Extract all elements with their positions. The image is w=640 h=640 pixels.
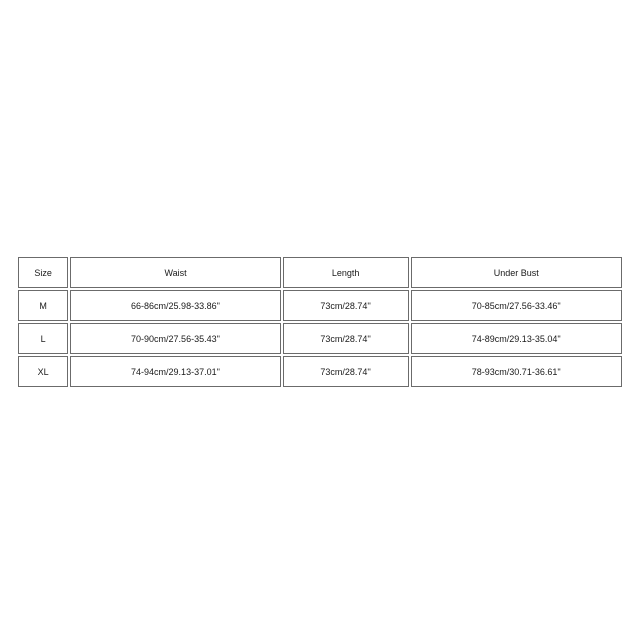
cell-waist: 70-90cm/27.56-35.43''	[70, 323, 280, 354]
header-size: Size	[18, 257, 68, 288]
header-row	[18, 257, 622, 288]
header-waist: Waist	[70, 257, 280, 288]
cell-waist: 74-94cm/29.13-37.01''	[70, 356, 280, 387]
cell-length: 73cm/28.74''	[283, 323, 409, 354]
cell-under-bust: 74-89cm/29.13-35.04''	[411, 323, 622, 354]
cell-length: 73cm/28.74''	[283, 290, 409, 321]
table-row	[18, 356, 622, 387]
cell-size: XL	[18, 356, 68, 387]
cell-size: L	[18, 323, 68, 354]
size-chart-table	[16, 255, 624, 389]
header-length: Length	[283, 257, 409, 288]
cell-length: 73cm/28.74''	[283, 356, 409, 387]
table-row	[18, 323, 622, 354]
cell-size: M	[18, 290, 68, 321]
header-under-bust: Under Bust	[411, 257, 622, 288]
cell-waist: 66-86cm/25.98-33.86''	[70, 290, 280, 321]
table-row	[18, 290, 622, 321]
cell-under-bust: 78-93cm/30.71-36.61''	[411, 356, 622, 387]
cell-under-bust: 70-85cm/27.56-33.46''	[411, 290, 622, 321]
